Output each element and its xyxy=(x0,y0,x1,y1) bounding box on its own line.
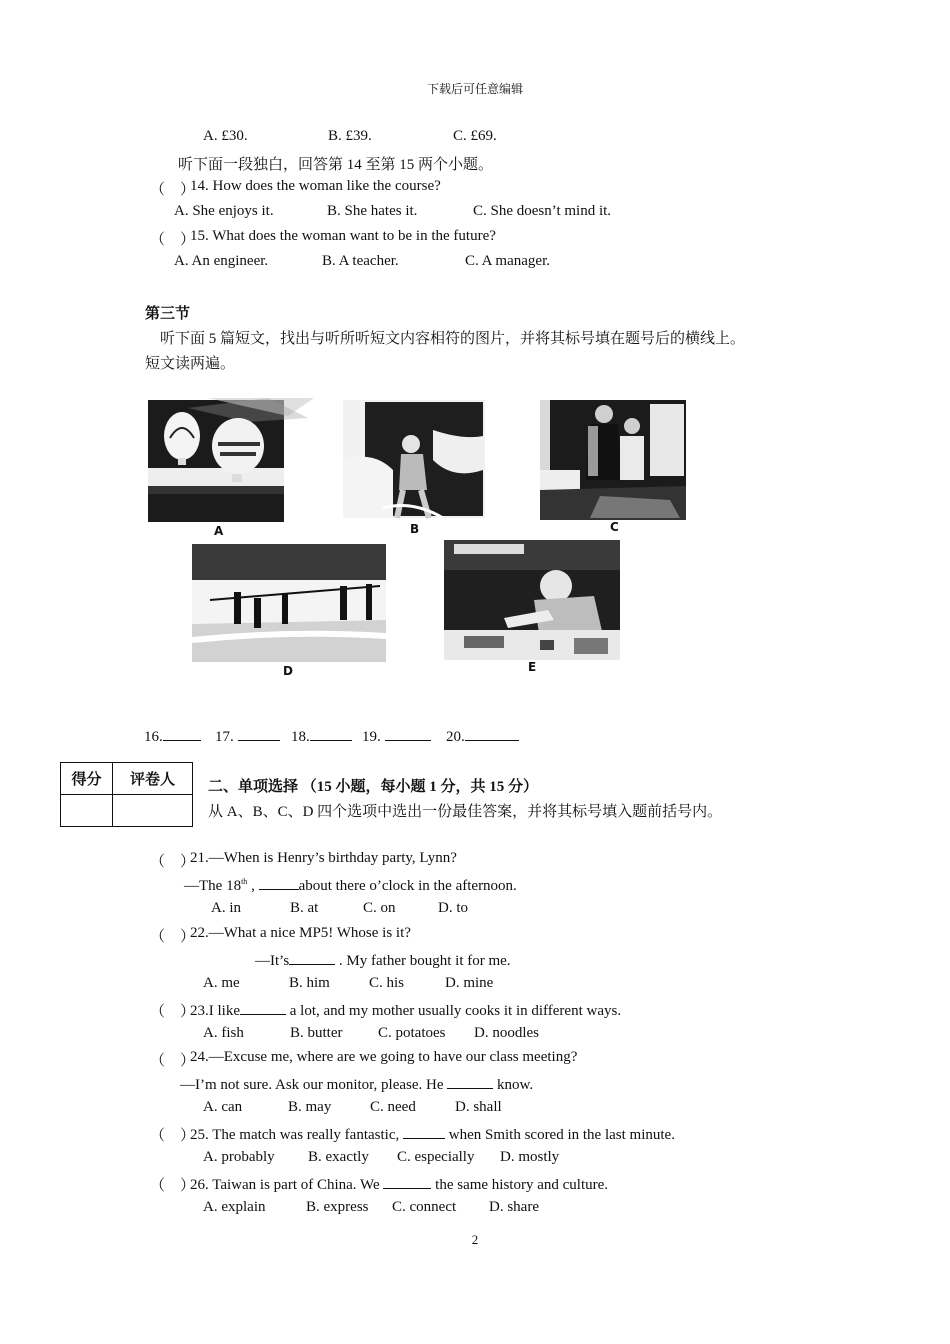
answer-17 xyxy=(215,726,280,746)
section3-instruction: 听下面 5 篇短文，找出与听所听短文内容相符的图片，并将其标号填在题号后的横线上。 xyxy=(160,331,746,347)
q23-option-b: B. butter xyxy=(290,1025,343,1041)
answer-20 xyxy=(446,726,519,746)
q21-line2 xyxy=(184,875,517,895)
answer-18-label: 18. xyxy=(291,729,310,745)
answer-20-label: 20. xyxy=(446,729,465,745)
q24-option-d: D. shall xyxy=(455,1099,502,1115)
q15-option-c: C. A manager. xyxy=(465,253,550,269)
photo-b-caption: B xyxy=(410,522,420,536)
q26-line1-start: 26. Taiwan is part of China. We xyxy=(190,1177,384,1193)
answer-18-blank[interactable] xyxy=(310,726,352,741)
q24-blank[interactable] xyxy=(447,1074,493,1089)
photo-a-hot-air-balloons xyxy=(148,398,314,540)
q22-line2-start: —It’s xyxy=(255,953,290,969)
q23-line1-end: a lot, and my mother usually cooks it in different ways. xyxy=(286,1003,622,1019)
photo-a-caption: A xyxy=(214,524,224,538)
q22-paren[interactable]: （ ） xyxy=(150,929,196,945)
q23-blank[interactable] xyxy=(240,1000,286,1015)
photo-d-caption: D xyxy=(283,664,293,678)
answer-16-label: 16. xyxy=(144,729,163,745)
q14-paren: （ ） xyxy=(150,182,196,198)
q24-option-b: B. may xyxy=(288,1099,332,1115)
q26-option-a: A. explain xyxy=(203,1199,266,1215)
q24-line2-end: know. xyxy=(493,1077,534,1093)
photo-b-skier xyxy=(343,400,485,540)
q26-option-d: D. share xyxy=(489,1199,539,1215)
q14-text: 14. How does the woman like the course? xyxy=(190,178,441,194)
q25-option-b: B. exactly xyxy=(308,1149,369,1165)
q21-superscript: th xyxy=(241,877,248,886)
q13-option-c: C. £69. xyxy=(453,128,497,144)
q26-option-b: B. express xyxy=(306,1199,369,1215)
q24-line2 xyxy=(180,1074,533,1094)
answer-18 xyxy=(291,726,352,746)
q26-line1-end: the same history and culture. xyxy=(431,1177,609,1193)
q26-blank[interactable] xyxy=(383,1174,431,1189)
answer-19 xyxy=(362,726,431,746)
q21-option-b: B. at xyxy=(290,900,319,916)
page-header: 下载后可任意编辑 xyxy=(426,82,523,96)
section3-title: 第三节 xyxy=(145,306,191,322)
part2-instruction: 从 A、B、C、D 四个选项中选出一份最佳答案，并将其标号填入题前括号内。 xyxy=(208,804,723,820)
q26-paren[interactable]: （ ） xyxy=(150,1178,196,1194)
q25-option-a: A. probably xyxy=(203,1149,275,1165)
q22-option-b: B. him xyxy=(289,975,330,991)
answer-16 xyxy=(144,726,201,746)
answer-16-blank[interactable] xyxy=(163,726,201,741)
q14-option-b: B. She hates it. xyxy=(327,203,418,219)
q25-line1-end: when Smith scored in the last minute. xyxy=(444,1127,675,1143)
answer-17-label: 17. xyxy=(215,729,238,745)
photo-d-beach-volleyball xyxy=(190,540,388,682)
section3-instruction-cont: 短文读两遍。 xyxy=(145,356,236,372)
q24-option-a: A. can xyxy=(203,1099,243,1115)
score-cell[interactable] xyxy=(61,795,113,827)
answer-17-blank[interactable] xyxy=(238,726,280,741)
q25-option-d: D. mostly xyxy=(500,1149,560,1165)
q21-comma: , xyxy=(247,878,259,894)
q15-paren: （ ） xyxy=(150,232,196,248)
monologue-instruction: 听下面一段独白，回答第 14 至第 15 两个小题。 xyxy=(178,157,494,173)
q22-line1: 22.—What a nice MP5! Whose is it? xyxy=(190,925,411,941)
answer-20-blank[interactable] xyxy=(465,726,519,741)
q23-paren[interactable]: （ ） xyxy=(150,1004,196,1020)
q25-blank[interactable] xyxy=(403,1124,445,1139)
q26-option-c: C. connect xyxy=(392,1199,457,1215)
q13-option-b: B. £39. xyxy=(328,128,372,144)
score-header: 得分 xyxy=(61,763,113,795)
answer-19-label: 19. xyxy=(362,729,385,745)
photo-e-caption: E xyxy=(528,660,537,674)
q24-line2-start: —I’m not sure. Ask our monitor, please. He xyxy=(180,1077,448,1093)
q24-paren[interactable]: （ ） xyxy=(150,1053,196,1069)
photo-c-caption: C xyxy=(610,520,619,534)
q13-option-a: A. £30. xyxy=(203,128,248,144)
q25-paren[interactable]: （ ） xyxy=(150,1128,196,1144)
q21-line2-end: about there o’clock in the afternoon. xyxy=(298,878,517,894)
q23-line1-start: 23.I like xyxy=(190,1003,240,1019)
q25-option-c: C. especially xyxy=(397,1149,475,1165)
q23-option-d: D. noodles xyxy=(474,1025,539,1041)
q21-line2-start: —The 18 xyxy=(184,878,242,894)
grader-cell[interactable] xyxy=(113,795,193,827)
grader-header: 评卷人 xyxy=(113,763,193,795)
q14-option-c: C. She doesn’t mind it. xyxy=(473,203,612,219)
q22-option-d: D. mine xyxy=(445,975,494,991)
q21-option-d: D. to xyxy=(438,900,468,916)
q15-text: 15. What does the woman want to be in the future? xyxy=(190,228,496,244)
q22-blank[interactable] xyxy=(289,950,335,965)
photo-c-people-in-garden xyxy=(540,400,686,540)
q15-option-b: B. A teacher. xyxy=(322,253,399,269)
q24-option-c: C. need xyxy=(370,1099,416,1115)
q21-option-c: C. on xyxy=(363,900,396,916)
score-table xyxy=(60,762,193,827)
q14-option-a: A. She enjoys it. xyxy=(174,203,274,219)
q21-line1: 21.—When is Henry’s birthday party, Lynn? xyxy=(190,850,457,866)
q22-line2-end: . My father bought it for me. xyxy=(335,953,511,969)
q23-option-a: A. fish xyxy=(203,1025,244,1041)
q21-blank[interactable] xyxy=(259,875,299,890)
photo-e-person-at-desk xyxy=(444,540,620,682)
q21-paren[interactable]: （ ） xyxy=(150,854,196,870)
q23-line1 xyxy=(190,1000,621,1020)
q24-line1: 24.—Excuse me, where are we going to have our class meeting? xyxy=(190,1049,578,1065)
q22-option-c: C. his xyxy=(369,975,405,991)
q15-option-a: A. An engineer. xyxy=(174,253,269,269)
page-number: 2 xyxy=(471,1232,479,1247)
q25-line1 xyxy=(190,1124,675,1144)
q22-option-a: A. me xyxy=(203,975,240,991)
answer-19-blank[interactable] xyxy=(385,726,431,741)
part2-title: 二、单项选择 （15 小题，每小题 1 分，共 15 分） xyxy=(208,779,539,795)
q21-option-a: A. in xyxy=(211,900,241,916)
q25-line1-start: 25. The match was really fantastic, xyxy=(190,1127,403,1143)
q23-option-c: C. potatoes xyxy=(378,1025,446,1041)
q26-line1 xyxy=(190,1174,608,1194)
q22-line2 xyxy=(255,950,511,970)
